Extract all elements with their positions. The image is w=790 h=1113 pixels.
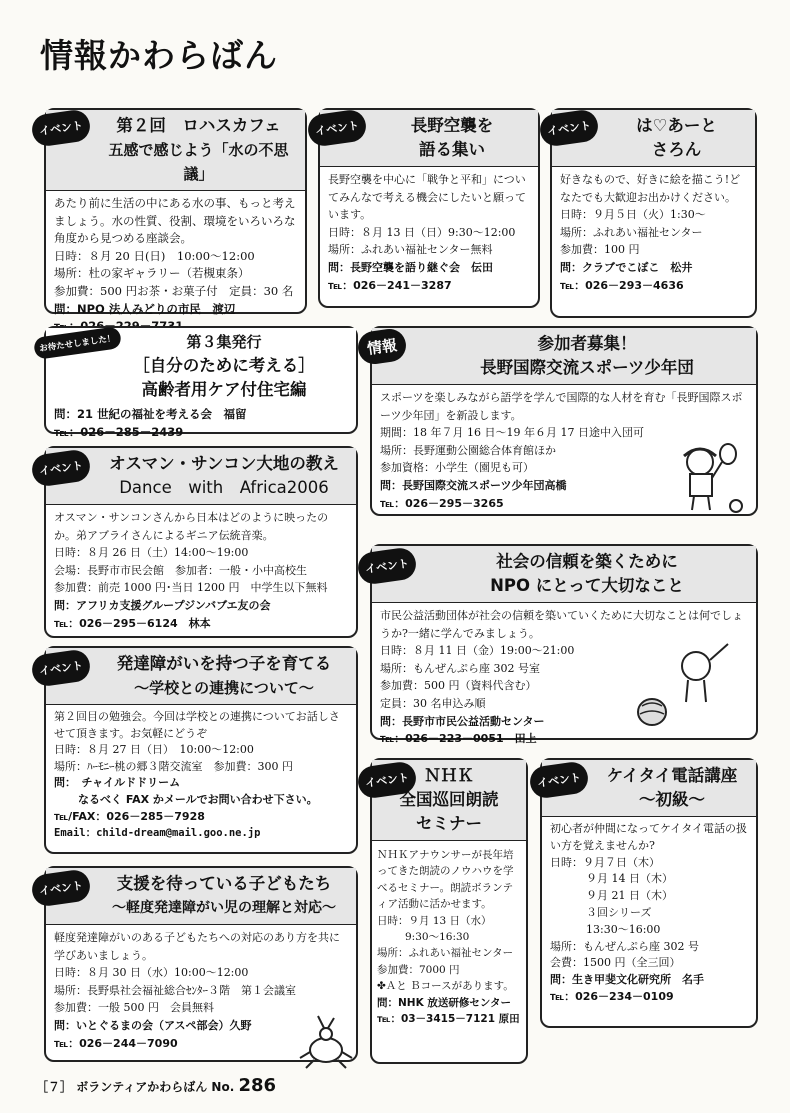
nhk-time: 9:30～16:30 <box>405 931 470 944</box>
osman-tel: ℡：026－295－6124 林本 <box>54 616 211 630</box>
hattatsu-box <box>44 646 358 854</box>
air-raid-place: 場所：ふれあい福祉センター無料 <box>328 243 493 257</box>
nhk-date: 日時：９月 13 日（水） <box>377 914 492 927</box>
npo-trust-contact: 問：長野市市民公益活動センター <box>380 714 545 728</box>
air-raid-date: 日時：８月 13 日（日）9:30～12:00 <box>328 225 516 239</box>
hattatsu-place: 場所：ﾊｰﾓﾆｰ桃の郷３階交流室 参加費：300 円 <box>54 759 293 773</box>
shien-subtitle: ～軽度発達障がい児の理解と対応～ <box>112 900 336 916</box>
osman-box <box>44 446 358 638</box>
event-tag: イベント <box>306 108 368 148</box>
nhk-title-3: セミナー <box>416 814 482 833</box>
footer-issue: 286 <box>238 1075 277 1096</box>
footer-name: ボランティアかわらばん No. <box>76 1080 235 1094</box>
footer-page: ［７］ <box>36 1080 73 1094</box>
keitai-date-1: 日時：９月７日（木） <box>550 855 660 869</box>
book-title-3: 高齢者用ケア付住宅編 <box>141 380 307 399</box>
tennis-kid-illustration <box>666 440 746 520</box>
shien-desc: 軽度発達障がいのある子どもたちへの対応のあり方を共に学びあいましょう。 <box>54 931 340 962</box>
sports-place: 場所：長野運動公園総合体育館ほか <box>380 443 556 457</box>
keitai-fee: 会費：1500 円（全三回） <box>550 956 681 970</box>
book-tel: ℡：026－285－2439 <box>54 424 184 439</box>
book-title-2: ［自分のために考える］ <box>133 356 315 375</box>
keitai-place: 場所：もんぜんぷら座 302 号 <box>550 939 699 953</box>
air-raid-tel: ℡：026－241－3287 <box>328 278 452 292</box>
keitai-desc: 初心者が仲間になってケイタイ電話の扱い方を覚えませんか? <box>550 822 748 852</box>
hattatsu-header <box>46 648 356 705</box>
keitai-title: ケイタイ電話講座 <box>606 766 738 785</box>
keitai-box <box>540 758 758 1028</box>
sports-qual: 参加資格：小学生（園児も可） <box>380 461 534 475</box>
event-tag: イベント <box>528 760 590 800</box>
hattatsu-title: 発達障がいを持つ子を育てる <box>116 654 332 673</box>
event-tag: イベント <box>30 108 92 148</box>
heart-salon-tel: ℡：026－293－4636 <box>560 278 684 292</box>
event-tag: イベント <box>30 648 92 688</box>
npo-trust-tel: ℡：026－223－0051 田上 <box>380 732 537 746</box>
npo-trust-place: 場所：もんぜんぷら座 302 号室 <box>380 661 540 675</box>
sports-title-2: 長野国際交流スポーツ少年団 <box>480 358 694 377</box>
sports-desc: スポーツを楽しみながら語学を学んで国際的な人材を育む「長野国際スポーツ少年団」を新設します。 <box>380 391 743 422</box>
osman-place: 会場：長野市市民会館 参加者：一般・小中高校生 <box>54 563 307 577</box>
shien-fee: 参加費：一般 500 円 会員無料 <box>54 1001 214 1015</box>
nhk-place: 場所：ふれあい福祉センター <box>377 947 514 960</box>
shien-contact: 問：いとぐるまの会（アスペ部会）久野 <box>54 1018 252 1032</box>
event-tag: イベント <box>356 760 418 800</box>
shien-header <box>46 868 356 925</box>
lohas-place: 場所：杜の家ギャラリー（若槻東条） <box>54 266 250 281</box>
book-title-1: 第３集発行 <box>186 333 262 351</box>
lohas-title: 第２回 ロハスカフェ <box>116 116 281 135</box>
nhk-title-2: 全国巡回朗読 <box>399 790 499 809</box>
lohas-desc: あたり前に生活の中にある水の事、もっと考えましょう。水の性質、役割、環境をいろいろな角度から見つめる座談会。 <box>54 196 296 246</box>
keitai-date-3: ９月 21 日（木） <box>586 889 673 903</box>
heart-salon-place: 場所：ふれあい福祉センター <box>560 225 703 239</box>
nhk-course: ✤Ａと Ｂコースがあります。 <box>377 980 514 993</box>
npo-trust-header <box>372 546 756 603</box>
osman-date: 日時：８月 26 日（土）14:00～19:00 <box>54 546 249 560</box>
sports-period: 期間：18 年７月 16 日～19 年６月 17 日途中入団可 <box>380 426 644 440</box>
hattatsu-email: Email：child-dream@mail.goo.ne.jp <box>54 827 261 840</box>
hattatsu-contact: 問： チャイルドドリーム <box>54 776 181 790</box>
npo-trust-date: 日時：８月 11 日（金）19:00～21:00 <box>380 644 575 658</box>
air-raid-title-1: 長野空襲を <box>410 116 494 135</box>
page-title: 情報かわらばん <box>40 36 278 75</box>
beetle-illustration <box>296 1012 356 1072</box>
event-tag: イベント <box>538 108 600 148</box>
heart-salon-contact: 問：クラブでこぼこ 松井 <box>560 260 693 274</box>
osman-fee: 参加費：前売 1000 円･当日 1200 円 中学生以下無料 <box>54 581 328 595</box>
sports-title-1: 参加者募集！ <box>537 334 637 353</box>
nhk-desc: ＮＨＫアナウンサーが長年培ってきた朗読のノウハウを学べるセミナー。朗読ボランティア活動に活かせます。 <box>377 849 514 911</box>
info-tag: 情報 <box>356 327 408 366</box>
sports-tel: ℡：026－295－3265 <box>380 496 504 510</box>
announce-tag: お待たせしました！ <box>33 326 122 360</box>
event-tag: イベント <box>30 448 92 488</box>
keitai-tel: ℡：026－234－0109 <box>550 989 674 1003</box>
keitai-subtitle: ～初級～ <box>639 790 705 809</box>
lohas-subtitle: 五感で感じよう「水の不思議」 <box>108 141 289 183</box>
osman-desc: オスマン・サンコンさんから日本はどのように映ったのか。弟アブライさんによるギニア伝統音楽。 <box>54 511 329 542</box>
air-raid-contact: 問：長野空襲を語り継ぐ会 伝田 <box>328 260 493 274</box>
nhk-fee: 参加費：7000 円 <box>377 963 460 976</box>
shien-title: 支援を待っている子どもたち <box>116 874 332 893</box>
npo-trust-fee: 参加費：500 円（資料代含む） <box>380 679 537 693</box>
npo-trust-title-1: 社会の信頼を築くために <box>496 552 678 571</box>
air-raid-desc: 長野空襲を中心に「戦争と平和」についてみんなで考える機会にしたいと願っています。 <box>328 173 526 222</box>
lohas-contact: 問：NPO 法人みどりの市民 渡辺 <box>54 301 236 316</box>
nhk-tel: ℡：03－3415－7121 原田 <box>377 1013 520 1026</box>
nhk-box <box>370 758 528 1064</box>
npo-trust-title-2: NPO にとって大切なこと <box>490 576 684 595</box>
event-tag: イベント <box>30 868 92 908</box>
lohas-date: 日時：８月 20 日(日) 10:00～12:00 <box>54 248 255 263</box>
shien-date: 日時：８月 30 日（水）10:00～12:00 <box>54 966 249 980</box>
shien-tel: ℡：026－244－7090 <box>54 1036 178 1050</box>
heart-salon-date: 日時：９月５日（火）1:30～ <box>560 208 706 222</box>
heart-salon-title-1: は♡あーと <box>636 116 717 135</box>
watermelon-kid-illustration <box>636 640 736 730</box>
osman-contact: 問：アフリカ支援グループジンバブエ友の会 <box>54 598 271 612</box>
heart-salon-fee: 参加費：100 円 <box>560 243 640 257</box>
hattatsu-subtitle: ～学校との連携について～ <box>134 679 314 697</box>
hattatsu-date: 日時：８月 27 日（日） 10:00～12:00 <box>54 743 254 757</box>
heart-salon-desc: 好きなもので、好きに絵を描こう!どなたでも大歓迎お出かけください。 <box>560 173 741 204</box>
nhk-contact: 問：NHK 放送研修センター <box>377 996 511 1009</box>
book-contact: 問：21 世紀の福祉を考える会 福留 <box>54 407 247 421</box>
sports-contact: 問：長野国際交流スポーツ少年団高橋 <box>380 478 567 492</box>
hattatsu-desc: 第２回目の勉強会。今回は学校との連携についてお話しさせて頂きます。お気軽にどうぞ <box>54 710 340 740</box>
event-tag: イベント <box>356 546 418 586</box>
osman-subtitle: Dance with Africa2006 <box>119 478 329 497</box>
air-raid-title-2: 語る集い <box>419 140 485 159</box>
lohas-fee: 参加費：500 円お茶・お菓子付 定員：30 名 <box>54 283 294 298</box>
shien-place: 場所：長野県社会福祉総合ｾﾝﾀｰ３階 第１会議室 <box>54 983 296 997</box>
keitai-series: ３回シリーズ <box>586 905 652 919</box>
keitai-date-2: ９月 14 日（木） <box>586 872 673 886</box>
sports-header <box>372 328 756 385</box>
nhk-title-1: ＮＨＫ <box>424 766 474 785</box>
osman-header <box>46 448 356 505</box>
hattatsu-tel: ℡/FAX：026－285－7928 <box>54 809 205 823</box>
npo-trust-cap: 定員：30 名申込み順 <box>380 696 486 710</box>
page-footer <box>36 1075 276 1096</box>
npo-trust-desc: 市民公益活動団体が社会の信頼を築いていくために大切なことは何でしょうか?一緒に学んでみましょう。 <box>380 609 743 640</box>
keitai-time: 13:30～16:00 <box>586 922 661 936</box>
hattatsu-contact-note: なるべく FAX かメールでお問い合わせ下さい。 <box>78 792 318 806</box>
keitai-contact: 問：生き甲斐文化研究所 名手 <box>550 973 704 987</box>
heart-salon-title-2: さろん <box>651 140 702 159</box>
osman-title: オスマン・サンコン大地の教え <box>109 454 339 473</box>
